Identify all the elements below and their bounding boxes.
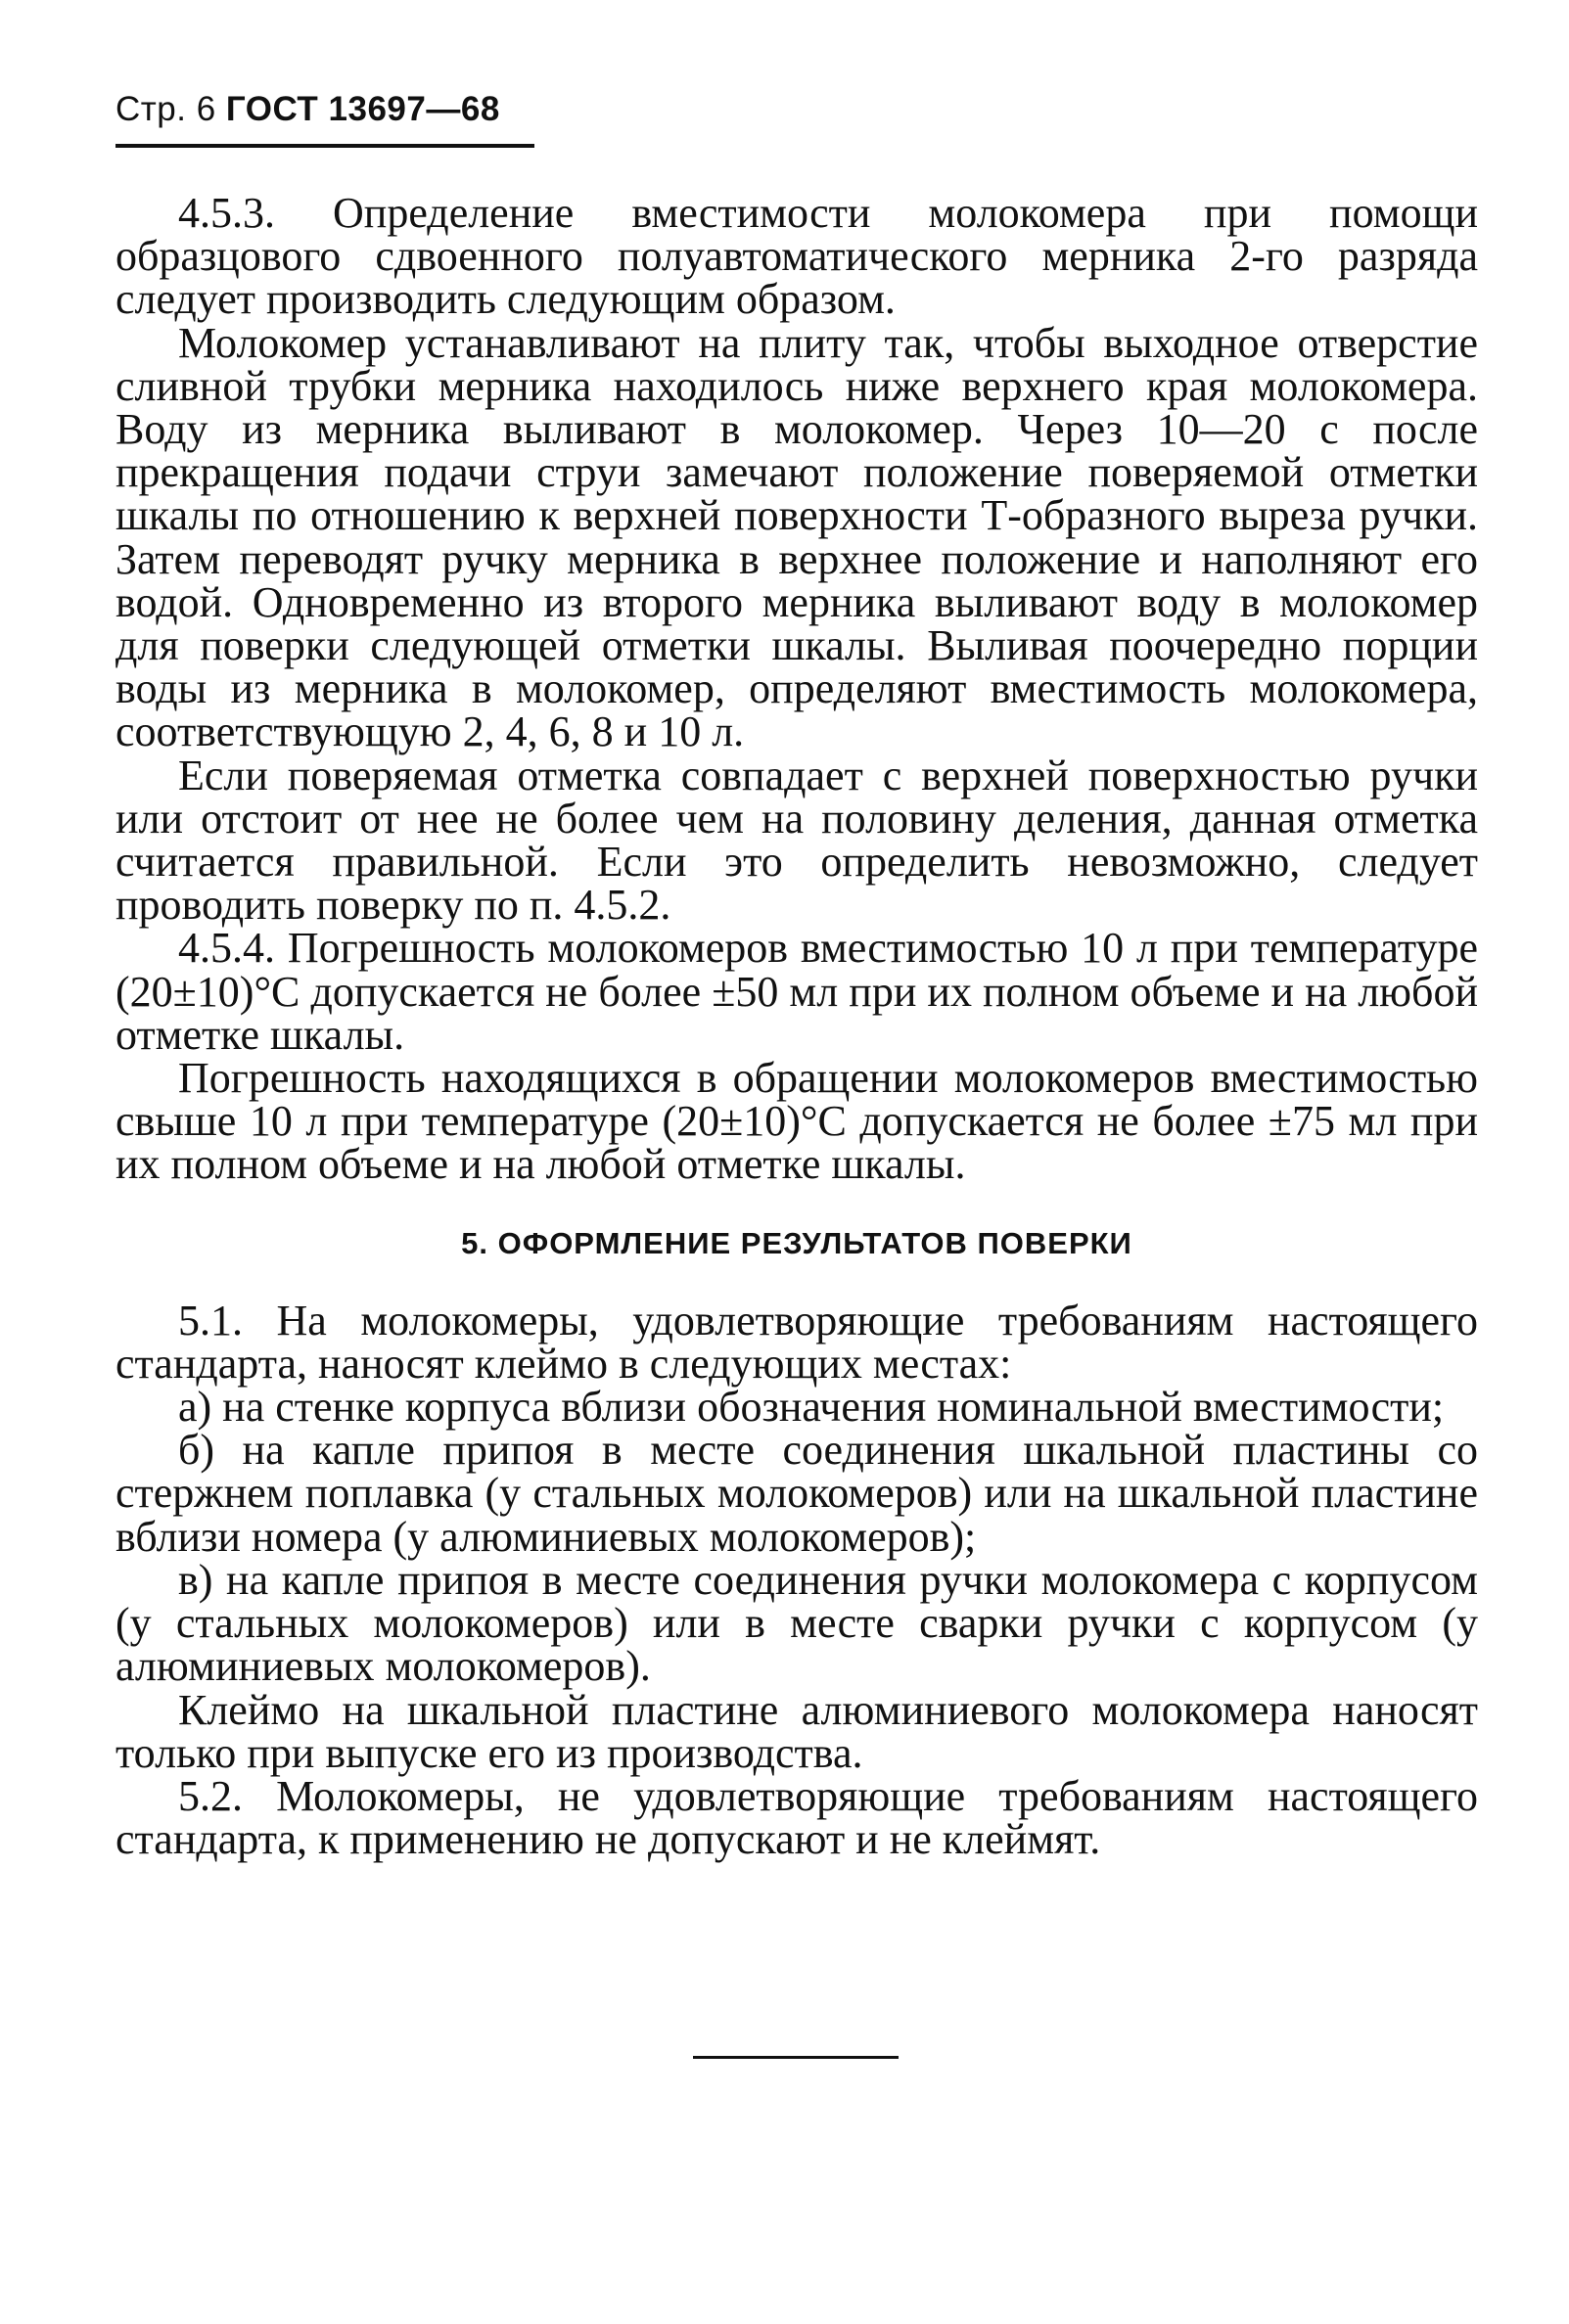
paragraph-procedure: Молокомер устанавливают на плиту так, чтобы выходное отверстие сливной трубки мерника находилось ниже верхнего края молокомера. Воду из мерника выливают в молокомер. Через 10—20 с после прекращения подачи струи замечают положение поверяемой отметки шкалы по отношению к верхней поверхности Т-образного выреза ручки. Затем переводят ручку мерника в верхнее положение и наполняют его водой. Одновременно из второго мерника выливают воду в молокомер для поверки следующей отметки шкалы. Выливая поочередно порции воды из мерника в молокомер, определяют вместимость молокомера, соответствующую 2, 4, 6, 8 и 10 л. (115, 318, 1478, 756)
page-number: Стр. 6 (115, 90, 216, 128)
list-item-v: в) на капле припоя в месте соединения ручки молокомера с корпусом (у стальных молокомеров) или в месте сварки ручки с корпусом (у алюминиевых молокомеров). (115, 1555, 1478, 1691)
paragraph-error-over-10l: Погрешность находящихся в обращении молокомеров вместимостью свыше 10 л при температуре (20±10)°С допускается не более ±75 мл при их полном объеме и на любой отметке шкалы. (115, 1054, 1478, 1189)
page-header (115, 90, 500, 129)
list-item-b: б) на капле припоя в месте соединения шкальной пластины со стержнем поплавка (у стальных молокомеров) или на шкальной пластине вблизи номера (у алюминиевых молокомеров); (115, 1426, 1478, 1561)
paragraph-4-5-3: 4.5.3. Определение вместимости молокомера при помощи образцового сдвоенного полуавтоматического мерника 2-го разряда следует производить следующим образом. (115, 189, 1478, 324)
paragraph-5-2: 5.2. Молокомеры, не удовлетворяющие требованиям настоящего стандарта, к применению не допускают и не клеймят. (115, 1771, 1478, 1864)
paragraph-5-1: 5.1. На молокомеры, удовлетворяющие требованиям настоящего стандарта, наносят клеймо в следующих местах: (115, 1296, 1478, 1388)
standard-designation: ГОСТ 13697—68 (225, 90, 500, 128)
section-title: 5. ОФОРМЛЕНИЕ РЕЗУЛЬТАТОВ ПОВЕРКИ (461, 1225, 1132, 1260)
paragraph-4-5-4: 4.5.4. Погрешность молокомеров вместимостью 10 л при температуре (20±10)°С допускается не более ±50 мл при их полном объеме и на любой отметке шкалы. (115, 924, 1478, 1059)
body-text (115, 189, 1478, 1864)
end-rule (693, 2056, 899, 2059)
paragraph-acceptance: Если поверяемая отметка совпадает с верхней поверхностью ручки или отстоит от нее не более чем на половину деления, данная отметка считается правильной. Если это определить невозможно, следует проводить поверку по п. 4.5.2. (115, 751, 1478, 930)
paragraph-stamp-note: Клеймо на шкальной пластине алюминиевого молокомера наносят только при выпуске его из производства. (115, 1685, 1478, 1777)
list-item-a: а) на стенке корпуса вблизи обозначения номинальной вместимости; (178, 1383, 1445, 1432)
header-rule (115, 144, 534, 148)
